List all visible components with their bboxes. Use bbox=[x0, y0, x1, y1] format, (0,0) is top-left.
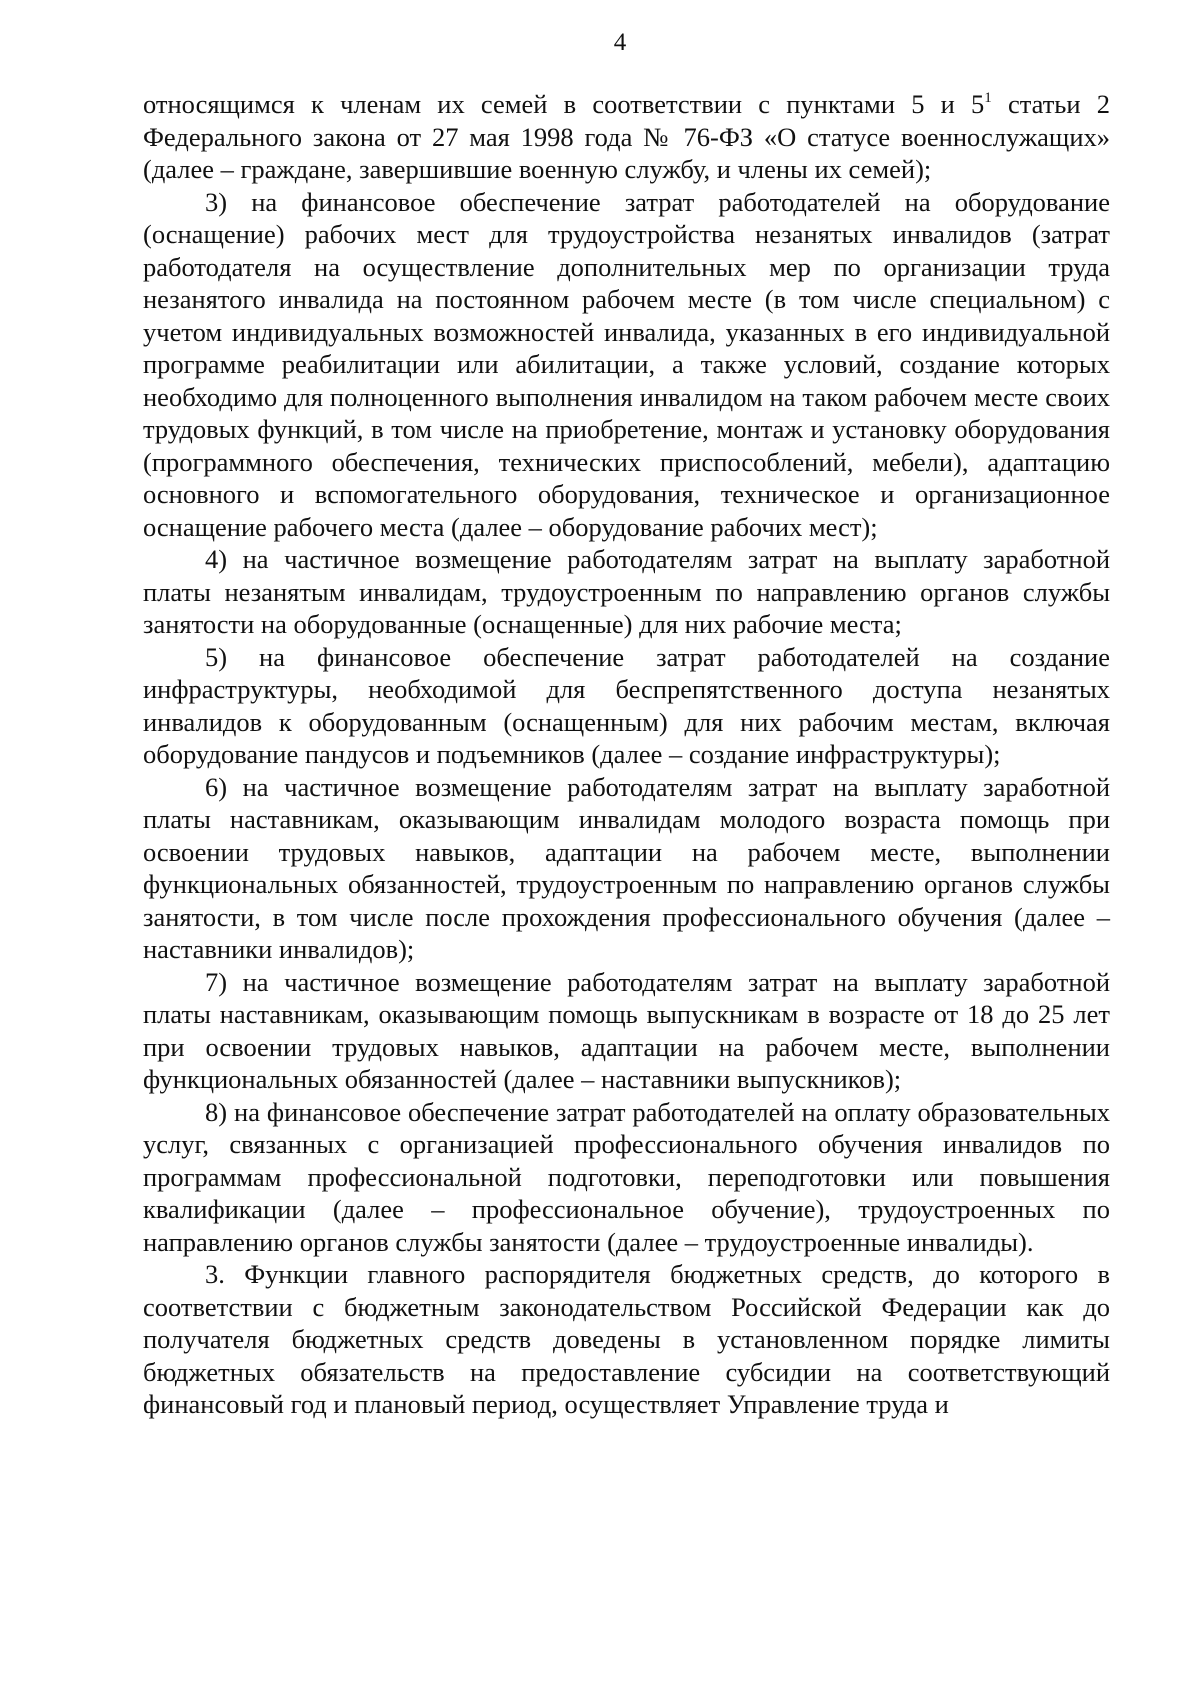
paragraph-continuation-text-mid: статьи 2 bbox=[991, 89, 1110, 119]
paragraph-item-4: 4) на частичное возмещение работодателям затрат на выплату заработной платы незанятым инвалидам, трудоустроенным по направлению органов службы занятости на оборудованные (оснащенные) для них рабочие места; bbox=[143, 544, 1110, 639]
paragraph-section-3: 3. Функции главного распорядителя бюджетных средств, до которого в соответствии с бюджетным законодательством Российской Федерации как до получателя бюджетных средств доведены в установленном порядке лимиты бюджетных обязательств на предоставление субсидии на соответствующий финансовый год и плановый период, осуществляет Управление труда и bbox=[143, 1259, 1110, 1419]
paragraph-item-6: 6) на частичное возмещение работодателям затрат на выплату заработной платы наставникам, оказывающим инвалидам молодого возраста помощь при освоении трудовых навыков, адаптации на рабочем месте, выполнении функциональных обязанностей, трудоустроенным по направлению органов службы занятости, в том числе после прохождения профессионального обучения (далее – наставники инвалидов); bbox=[143, 771, 1110, 964]
paragraph-continuation-line1 bbox=[143, 89, 1110, 119]
superscript-1: 1 bbox=[984, 90, 992, 106]
paragraph-item-8: 8) на финансовое обеспечение затрат работодателей на оплату образовательных услуг, связанных с организацией профессионального обучения инвалидов по программам профессиональной подготовки, переподготовки или повышения квалификации (далее – профессиональное обучение), трудоустроенных по направлению органов службы занятости (далее – трудоустроенные инвалиды). bbox=[143, 1096, 1110, 1257]
document-body bbox=[143, 88, 1110, 1421]
paragraph-continuation bbox=[143, 88, 1110, 186]
page-number: 4 bbox=[613, 29, 627, 56]
paragraph-continuation-text-rest: Федерального закона от 27 мая 1998 года № 76-ФЗ «О статусе военнослужащих» (далее – граждане, завершившие военную службу, и члены их семей); bbox=[143, 121, 1110, 184]
paragraph-continuation-text-start: относящимся к членам их семей в соответствии с пунктами 5 и 5 bbox=[143, 89, 985, 119]
paragraph-item-7: 7) на частичное возмещение работодателям затрат на выплату заработной платы наставникам, оказывающим помощь выпускникам в возрасте от 18 до 25 лет при освоении трудовых навыков, адаптации на рабочем месте, выполнении функциональных обязанностей (далее – наставники выпускников); bbox=[143, 966, 1110, 1094]
paragraph-item-5: 5) на финансовое обеспечение затрат работодателей на создание инфраструктуры, необходимой для беспрепятственного доступа незанятых инвалидов к оборудованным (оснащенным) для них рабочим местам, включая оборудование пандусов и подъемников (далее – создание инфраструктуры); bbox=[143, 641, 1110, 769]
paragraph-item-3: 3) на финансовое обеспечение затрат работодателей на оборудование (оснащение) рабочих мест для трудоустройства незанятых инвалидов (затрат работодателя на осуществление дополнительных мер по организации труда незанятого инвалида на постоянном рабочем месте (в том числе специальном) с учетом индивидуальных возможностей инвалида, указанных в его индивидуальной программе реабилитации или абилитации, а также условий, создание которых необходимо для полноценного выполнения инвалидом на таком рабочем месте своих трудовых функций, в том числе на приобретение, монтаж и установку оборудования (программного обеспечения, технических приспособлений, мебели), адаптацию основного и вспомогательного оборудования, техническое и организационное оснащение рабочего места (далее – оборудование рабочих мест); bbox=[143, 186, 1110, 542]
